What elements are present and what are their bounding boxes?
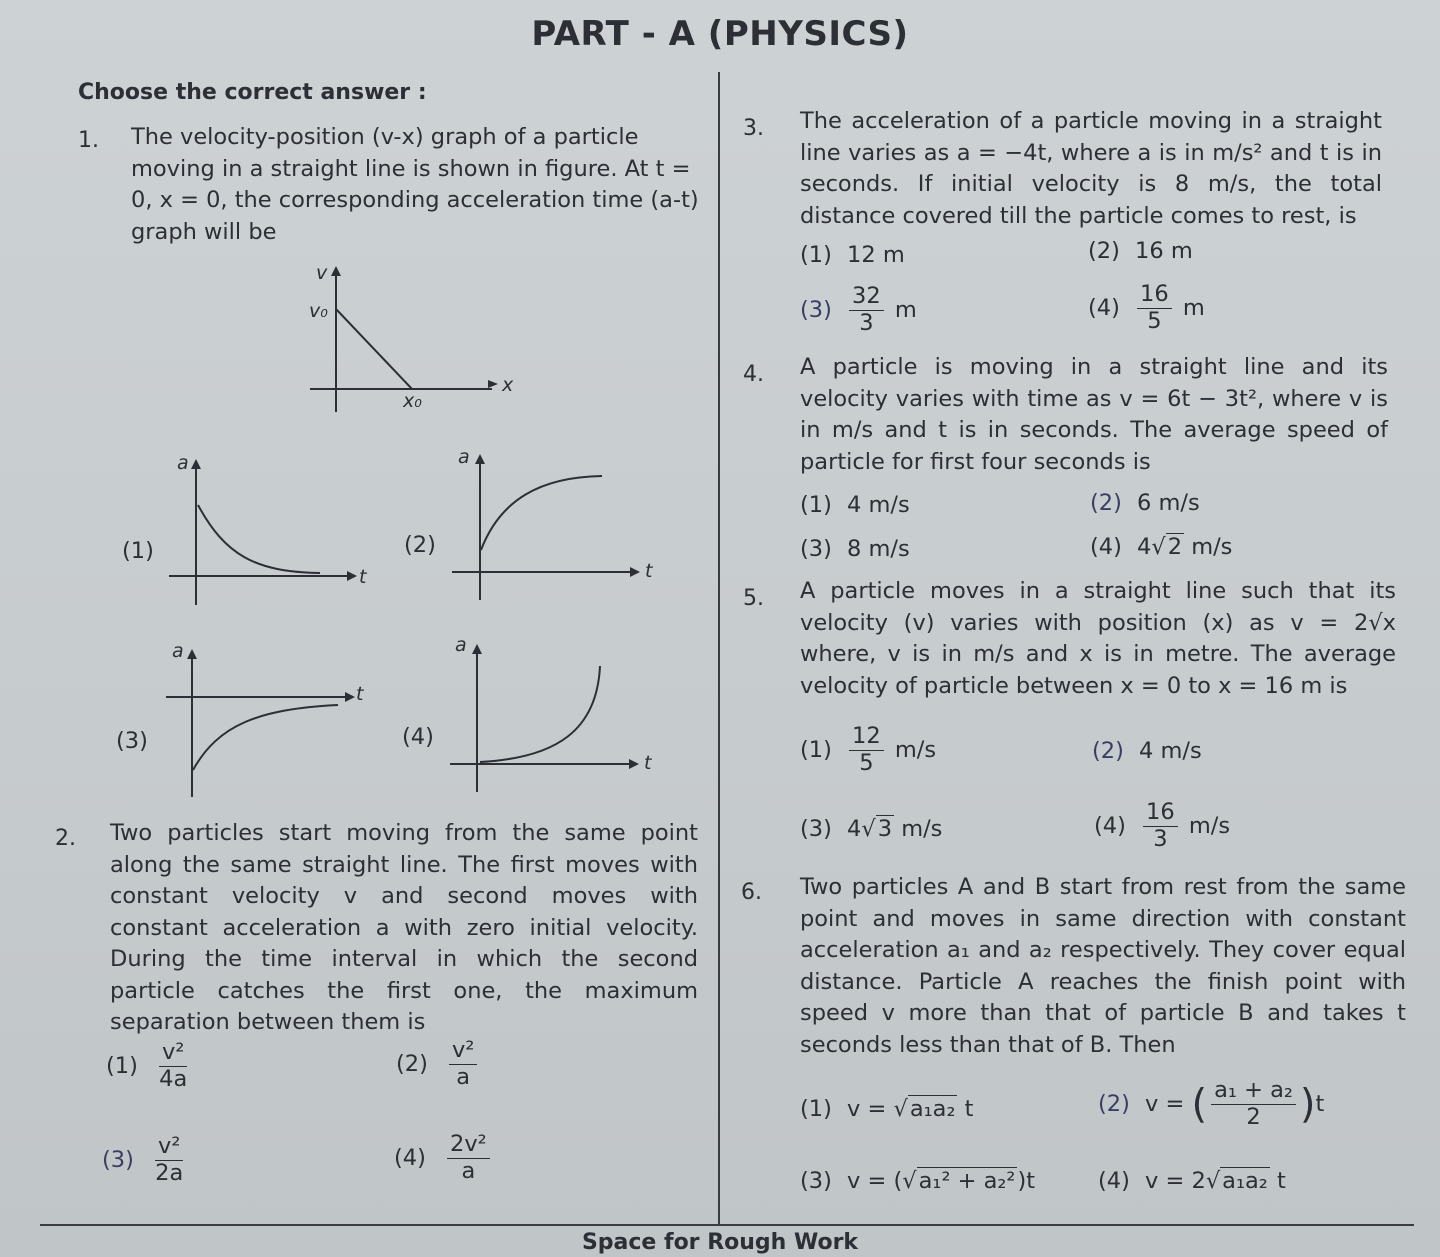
q6-option-3[interactable]: (3) v = (√a₁² + a₂²)t — [800, 1168, 1036, 1194]
q5-option-1[interactable]: (1) $\frac{12}{5}$ m/s — [800, 723, 937, 776]
q1-option-2-label: (2) — [404, 532, 436, 558]
q1-option-3-t-label: t — [356, 683, 364, 705]
q6-option-1[interactable]: (1) v = √a₁a₂ t — [800, 1096, 974, 1122]
q3-option-1[interactable]: (1) 12 m — [800, 242, 905, 268]
instruction-text: Choose the correct answer : — [78, 80, 427, 105]
q2-option-1-fraction: $\frac{\text{v²}}{4a}$ — [159, 1039, 188, 1092]
q1-number: 1. — [78, 128, 99, 153]
q5-option-3[interactable]: (3) 4√3 m/s — [800, 816, 943, 842]
column-divider — [718, 72, 720, 1224]
q1-option-2-a-label: a — [458, 446, 470, 468]
q1-option-3-graph — [163, 645, 373, 805]
q4-text: A particle is moving in a straight line and its velocity varies with time as v = 6t − 3t², where v is in m/s and t is in seconds. The average speed of particle for first four seconds is — [800, 354, 1388, 475]
q4-option-4[interactable]: (4) 4√2 m/s — [1090, 534, 1233, 560]
q1-x-axis-label: x — [502, 374, 514, 396]
q1-option-4-label: (4) — [402, 724, 434, 750]
q5-option-4[interactable]: (4) $\frac{16}{3}$ m/s — [1094, 799, 1231, 852]
q1-text: The velocity-position (v-x) graph of a particle moving in a straight line is shown in figure. At t = 0, x = 0, the corresponding acceleration time (a-t) graph will be — [131, 124, 699, 245]
q2-option-2[interactable] — [396, 1038, 481, 1091]
q1-option-1-graph — [165, 455, 375, 610]
q2-option-4-label: (4) — [394, 1144, 426, 1171]
q2-option-2-label: (2) — [396, 1050, 428, 1077]
q1-v-axis-label: v — [316, 262, 328, 284]
q2-option-4-fraction: $\frac{\text{2v²}}{a}$ — [447, 1132, 490, 1185]
q5-option-2[interactable]: (2) 4 m/s — [1092, 738, 1202, 764]
q3-option-2[interactable]: (2) 16 m — [1088, 238, 1193, 264]
q1-option-1-label: (1) — [122, 538, 154, 564]
q4-option-2[interactable]: (2) 6 m/s — [1090, 490, 1200, 516]
q4-number: 4. — [743, 362, 764, 387]
q2-option-2-fraction: $\frac{\text{v²}}{a}$ — [449, 1038, 477, 1091]
q2-option-3[interactable] — [102, 1134, 187, 1187]
footer-rule — [40, 1224, 1414, 1226]
q2-option-4[interactable] — [394, 1132, 494, 1185]
q6-text: Two particles A and B start from rest from the same point and moves in same direction with constant acceleration a₁ and a₂ respectively. They cover equal distance. Particle A reaches the finish point with speed v more than that of particle B and takes t seconds less than that of B. Then — [800, 874, 1406, 1058]
q1-option-4-graph — [447, 640, 662, 795]
q5-text: A particle moves in a straight line such that its velocity (v) varies with position (x) as v = 2√x where, v is in m/s and x is in metre. The average velocity of particle between x = 0 to x = 16 m is — [800, 578, 1396, 699]
q1-option-2-graph — [450, 450, 660, 605]
rough-work-label: Space for Rough Work — [581, 1230, 859, 1255]
q1-x0-label: x₀ — [403, 390, 422, 412]
q3-text: The acceleration of a particle moving in a straight line varies as a = −4t, where a is in m/s² and t is in seconds. If initial velocity is 8 m/s, the total distance covered till the particle comes to rest, is — [800, 108, 1382, 229]
q1-option-4-t-label: t — [644, 752, 652, 774]
q6-number: 6. — [741, 880, 762, 905]
q6-option-4[interactable]: (4) v = 2√a₁a₂ t — [1098, 1168, 1286, 1194]
q2-number: 2. — [55, 826, 76, 851]
q3-number: 3. — [743, 116, 764, 141]
q2-option-3-fraction: $\frac{\text{v²}}{2a}$ — [155, 1133, 184, 1186]
q1-v0-label: v₀ — [309, 300, 328, 322]
q1-option-3-label: (3) — [116, 728, 148, 754]
q4-option-1[interactable]: (1) 4 m/s — [800, 492, 910, 518]
q1-option-4-a-label: a — [455, 634, 467, 656]
page-title: PART - A (PHYSICS) — [531, 14, 909, 54]
q2-option-1[interactable] — [106, 1040, 191, 1093]
q6-option-2[interactable]: (2) v = ( $\frac{\text{a₁ + a₂}}{2}$ )t — [1098, 1077, 1325, 1130]
q5-number: 5. — [743, 586, 764, 611]
q2-option-1-label: (1) — [106, 1052, 138, 1079]
q4-option-3[interactable]: (3) 8 m/s — [800, 536, 910, 562]
q2-text: Two particles start moving from the same point along the same straight line. The first moves with constant velocity v and second moves with constant acceleration a with zero initial velocity. During the time interval in which the second particle catches the first one, the maximum separation between them is — [110, 820, 698, 1035]
q2-option-3-label: (3) — [102, 1146, 134, 1173]
q1-option-1-a-label: a — [177, 452, 189, 474]
q1-option-1-t-label: t — [359, 566, 367, 588]
q3-option-3[interactable]: (3) $\frac{32}{3}$ m — [800, 283, 917, 336]
q1-option-2-t-label: t — [645, 560, 653, 582]
q3-option-4[interactable]: (4) $\frac{16}{5}$ m — [1088, 281, 1205, 334]
q1-option-3-a-label: a — [172, 640, 184, 662]
